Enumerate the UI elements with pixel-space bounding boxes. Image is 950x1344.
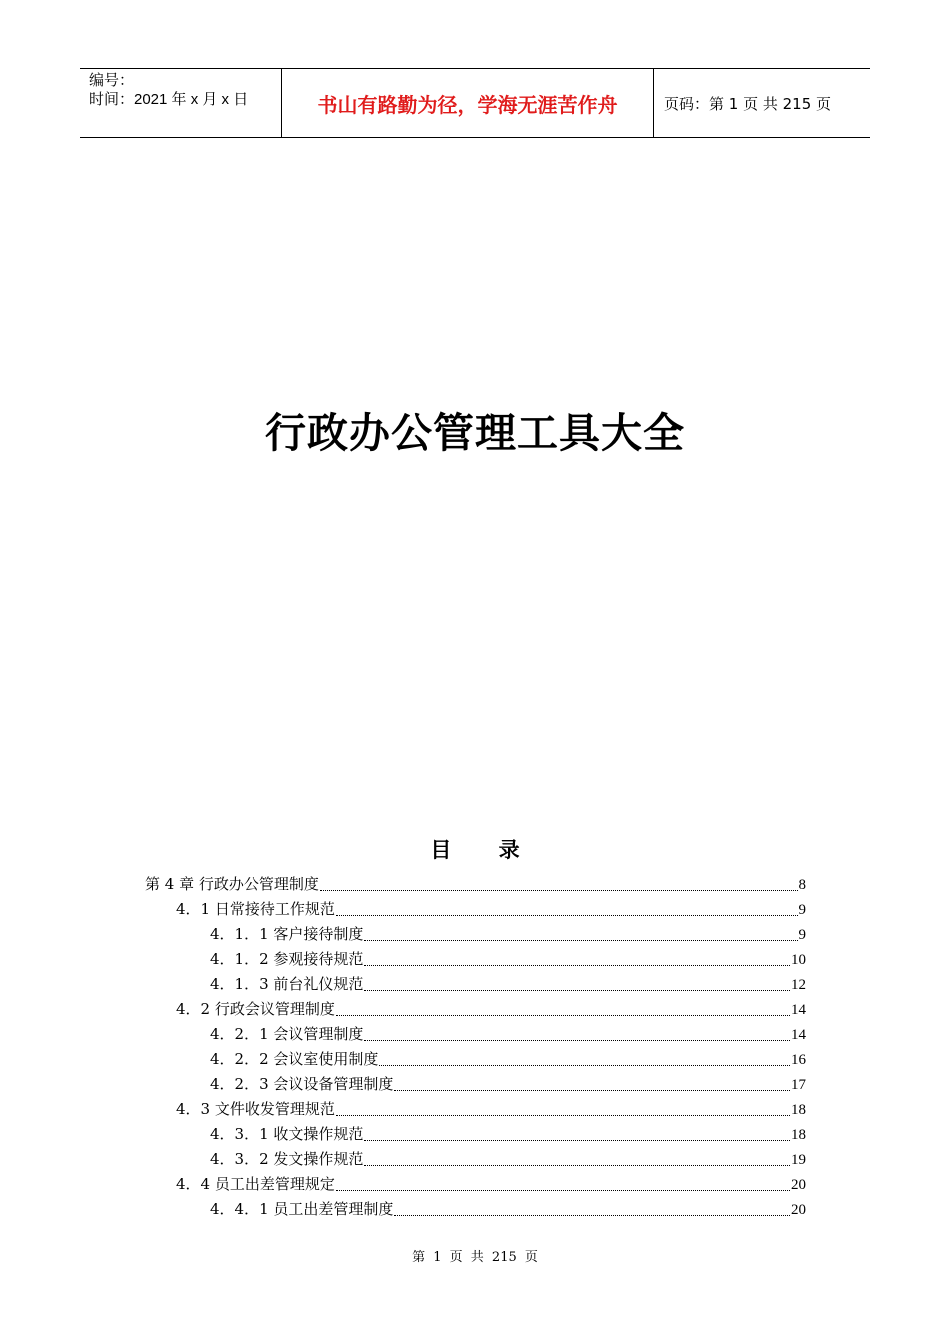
toc-leader-dots bbox=[364, 1039, 790, 1041]
number-label: 编号： bbox=[89, 72, 135, 89]
toc-leader-dots bbox=[364, 964, 790, 966]
document-title: 行政办公管理工具大全 bbox=[265, 409, 685, 457]
toc-entry-label: 4．1．3 前台礼仪规范 bbox=[210, 975, 364, 993]
toc-entry[interactable] bbox=[176, 898, 806, 922]
toc-entry-label: 4．1 日常接待工作规范 bbox=[176, 900, 335, 918]
toc-leader-dots bbox=[394, 1089, 790, 1091]
toc-entry[interactable] bbox=[210, 1123, 806, 1147]
toc-entry[interactable] bbox=[210, 1198, 806, 1222]
toc-entry-page: 8 bbox=[798, 877, 806, 893]
toc-entry[interactable] bbox=[176, 1173, 806, 1197]
motto: 书山有路勤为径，学海无涯苦作舟 bbox=[281, 69, 654, 137]
toc-leader-dots bbox=[394, 1214, 790, 1216]
header-table bbox=[80, 68, 870, 138]
toc-leader-dots bbox=[336, 914, 798, 916]
toc-entry-label: 4．1．1 客户接待制度 bbox=[210, 925, 364, 943]
toc-entry-label: 4．2．3 会议设备管理制度 bbox=[210, 1075, 394, 1093]
toc-entry[interactable] bbox=[210, 948, 806, 972]
toc-entry-label: 4．3．2 发文操作规范 bbox=[210, 1150, 364, 1168]
header-left-cell bbox=[80, 69, 281, 137]
toc-entry-page: 20 bbox=[791, 1177, 806, 1193]
toc-leader-dots bbox=[364, 939, 797, 941]
toc-entry-page: 16 bbox=[791, 1052, 806, 1068]
toc-entry-label: 4．3．1 收文操作规范 bbox=[210, 1125, 364, 1143]
toc-entry-label: 4．2 行政会议管理制度 bbox=[176, 1000, 335, 1018]
toc-leader-dots bbox=[336, 1189, 790, 1191]
toc-entry[interactable] bbox=[145, 873, 806, 897]
toc-leader-dots bbox=[336, 1014, 790, 1016]
toc-entry-page: 14 bbox=[791, 1027, 806, 1043]
toc-entry-label: 4．2．2 会议室使用制度 bbox=[210, 1050, 379, 1068]
toc-entry[interactable] bbox=[210, 973, 806, 997]
toc-entry-page: 17 bbox=[791, 1077, 806, 1093]
toc-entry[interactable] bbox=[210, 1023, 806, 1047]
toc-entry-label: 4．4 员工出差管理规定 bbox=[176, 1175, 335, 1193]
toc-leader-dots bbox=[320, 889, 798, 891]
toc-entry-page: 10 bbox=[791, 952, 806, 968]
page-info: 页码：第 1 页 共 215 页 bbox=[664, 94, 832, 113]
toc-entry-label: 4．2．1 会议管理制度 bbox=[210, 1025, 364, 1043]
toc-entry-label: 4．4．1 员工出差管理制度 bbox=[210, 1200, 394, 1218]
toc-entry-label: 4．3 文件收发管理规范 bbox=[176, 1100, 335, 1118]
toc-entry[interactable] bbox=[176, 1098, 806, 1122]
toc-leader-dots bbox=[336, 1114, 790, 1116]
toc-entry[interactable] bbox=[176, 998, 806, 1022]
toc-entry-label: 4．1．2 参观接待规范 bbox=[210, 950, 364, 968]
page-footer: 第 1 页 共 215 页 bbox=[412, 1250, 538, 1265]
toc-leader-dots bbox=[364, 989, 790, 991]
toc-entry-page: 12 bbox=[791, 977, 806, 993]
time-label: 时间：2021 年 x 月 x 日 bbox=[89, 91, 249, 108]
toc-entry-page: 14 bbox=[791, 1002, 806, 1018]
toc-entry-page: 9 bbox=[798, 927, 806, 943]
toc-entry[interactable] bbox=[210, 1073, 806, 1097]
toc-heading: 目 录 bbox=[430, 838, 540, 862]
toc-entry-page: 18 bbox=[791, 1127, 806, 1143]
toc-entry-page: 18 bbox=[791, 1102, 806, 1118]
toc-entry[interactable] bbox=[210, 923, 806, 947]
toc-leader-dots bbox=[364, 1164, 790, 1166]
toc-entry[interactable] bbox=[210, 1148, 806, 1172]
toc-leader-dots bbox=[379, 1064, 790, 1066]
toc-entry-page: 20 bbox=[791, 1202, 806, 1218]
toc-leader-dots bbox=[364, 1139, 790, 1141]
toc-entry-page: 9 bbox=[798, 902, 806, 918]
toc-entry[interactable] bbox=[210, 1048, 806, 1072]
toc-entry-label: 第 4 章 行政办公管理制度 bbox=[145, 875, 319, 893]
toc-entry-page: 19 bbox=[791, 1152, 806, 1168]
